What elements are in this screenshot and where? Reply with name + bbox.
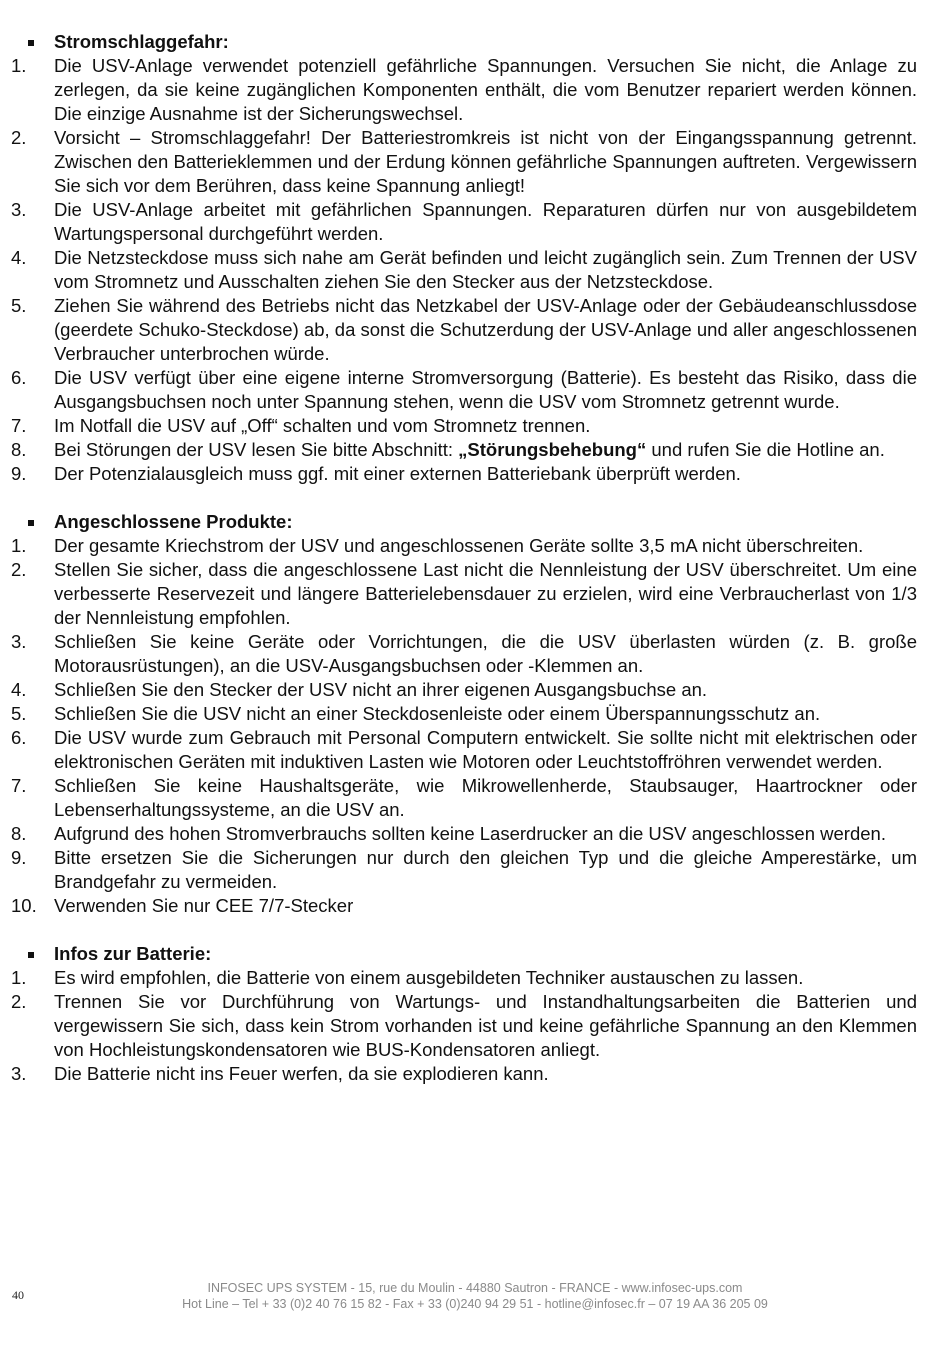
item-text-after: und rufen Sie die Hotline an. <box>646 439 885 460</box>
item-number: 9. <box>11 463 27 484</box>
item-text-before: Bei Störungen der USV lesen Sie bitte Abschnitt: <box>54 439 459 460</box>
item-text: Die USV wurde zum Gebrauch mit Personal Computern entwickelt. Sie sollte nicht mit elektrischen oder elektronischen Geräten mit induktiven Lasten wie Motoren oder Leuchtstoffröhren verwendet werden. <box>54 727 917 772</box>
item-text: Die Netzsteckdose muss sich nahe am Gerät befinden und leicht zugänglich sein. Zum Trennen der USV vom Stromnetz und Ausschalten ziehen Sie den Stecker aus der Netzsteckdose. <box>54 247 917 292</box>
square-bullet-icon <box>28 520 34 526</box>
section-heading <box>0 942 950 966</box>
footer-contact-line: Hot Line – Tel + 33 (0)2 40 76 15 82 - Fax + 33 (0)240 94 29 51 - hotline@infosec.fr – 07 19 AA 36 205 09 <box>182 1297 768 1311</box>
item-number: 8. <box>11 823 27 844</box>
item-number: 7. <box>11 775 27 796</box>
list-item <box>0 414 950 438</box>
item-number: 2. <box>11 559 27 580</box>
item-number: 3. <box>11 631 27 652</box>
item-text: Schließen Sie den Stecker der USV nicht an ihrer eigenen Ausgangsbuchse an. <box>54 679 708 700</box>
item-number: 3. <box>11 1063 27 1084</box>
item-text: Trennen Sie vor Durchführung von Wartungs- und Instandhaltungsarbeiten die Batterien und vergewissern Sie sich, dass kein Strom vorhanden ist und keine gefährliche Spannung an den Klemmen von Hochleistungskondensatoren wie BUS-Kondensatoren anliegt. <box>54 991 917 1060</box>
section-title: Infos zur Batterie: <box>54 943 212 964</box>
list-item <box>0 966 950 990</box>
section-reference: „Störungsbehebung“ <box>458 439 647 460</box>
list-item <box>0 438 950 462</box>
item-text: Die USV verfügt über eine eigene interne Stromversorgung (Batterie). Es besteht das Risiko, dass die Ausgangsbuchsen noch unter Spannung stehen, wenn die USV vom Stromnetz getrennt wurde. <box>54 367 917 412</box>
list-item <box>0 246 950 294</box>
item-number: 4. <box>11 679 27 700</box>
section-heading <box>0 30 950 54</box>
item-number: 2. <box>11 991 27 1012</box>
section-angeschlossene-produkte <box>0 510 950 918</box>
section-title: Stromschlaggefahr: <box>54 31 229 52</box>
item-text: Verwenden Sie nur CEE 7/7-Stecker <box>54 895 354 916</box>
item-text: Vorsicht – Stromschlaggefahr! Der Batteriestromkreis ist nicht von der Eingangsspannung getrennt. Zwischen den Batterieklemmen und der Erdung können gefährliche Spannungen auftreten. Vergewissern Sie sich vor dem Berühren, dass keine Spannung anliegt! <box>54 127 917 196</box>
list-item <box>0 198 950 246</box>
item-number: 5. <box>11 703 27 724</box>
item-number: 5. <box>11 295 27 316</box>
section-title: Angeschlossene Produkte: <box>54 511 293 532</box>
list-item <box>0 774 950 822</box>
page-footer <box>0 1280 950 1312</box>
item-text: Der Potenzialausgleich muss ggf. mit einer externen Batteriebank überprüft werden. <box>54 463 741 484</box>
square-bullet-icon <box>28 952 34 958</box>
item-number: 2. <box>11 127 27 148</box>
list-item <box>0 846 950 894</box>
item-text: Schließen Sie die USV nicht an einer Steckdosenleiste oder einem Überspannungsschutz an. <box>54 703 821 724</box>
item-text <box>54 438 917 462</box>
list-item <box>0 54 950 126</box>
list-item <box>0 678 950 702</box>
item-number: 10. <box>11 895 37 916</box>
item-text: Es wird empfohlen, die Batterie von einem ausgebildeten Techniker austauschen zu lassen. <box>54 967 804 988</box>
item-number: 4. <box>11 247 27 268</box>
item-text: Bitte ersetzen Sie die Sicherungen nur durch den gleichen Typ und die gleiche Amperestärke, um Brandgefahr zu vermeiden. <box>54 847 917 892</box>
item-number: 1. <box>11 55 27 76</box>
list-item <box>0 558 950 630</box>
list-item <box>0 462 950 486</box>
section-infos-zur-batterie <box>0 942 950 1086</box>
list-item <box>0 126 950 198</box>
item-text: Schließen Sie keine Geräte oder Vorrichtungen, die die USV überlasten würden (z. B. große Motorausrüstungen), an die USV-Ausgangsbuchsen oder -Klemmen an. <box>54 631 917 676</box>
item-text: Der gesamte Kriechstrom der USV und angeschlossenen Geräte sollte 3,5 mA nicht überschreiten. <box>54 535 864 556</box>
item-text: Schließen Sie keine Haushaltsgeräte, wie Mikrowellenherde, Staubsauger, Haartrockner oder Lebenserhaltungssysteme, an die USV an. <box>54 775 917 820</box>
list-item <box>0 294 950 366</box>
item-number: 1. <box>11 535 27 556</box>
list-item <box>0 366 950 414</box>
item-text: Die USV-Anlage verwendet potenziell gefährliche Spannungen. Versuchen Sie nicht, die Anlage zu zerlegen, da sie keine zugänglichen Komponenten enthält, die vom Benutzer repariert werden können. Die einzige Ausnahme ist der Sicherungswechsel. <box>54 55 917 124</box>
item-text: Aufgrund des hohen Stromverbrauchs sollten keine Laserdrucker an die USV angeschlossen werden. <box>54 823 886 844</box>
item-number: 3. <box>11 199 27 220</box>
footer-address-line: INFOSEC UPS SYSTEM - 15, rue du Moulin - 44880 Sautron - FRANCE - www.infosec-ups.com <box>207 1281 743 1295</box>
item-text: Im Notfall die USV auf „Off“ schalten und vom Stromnetz trennen. <box>54 415 591 436</box>
list-item <box>0 702 950 726</box>
section-heading <box>0 510 950 534</box>
item-number: 1. <box>11 967 27 988</box>
section-stromschlaggefahr <box>0 30 950 486</box>
item-number: 7. <box>11 415 27 436</box>
list-item <box>0 990 950 1062</box>
page-number: 40 <box>12 1288 24 1302</box>
item-number: 9. <box>11 847 27 868</box>
square-bullet-icon <box>28 40 34 46</box>
item-text: Ziehen Sie während des Betriebs nicht das Netzkabel der USV-Anlage oder der Gebäudeanschlussdose (geerdete Schuko-Steckdose) ab, da sonst die Schutzerdung der USV-Anlage und aller angeschlossenen Verbraucher unterbrochen würde. <box>54 295 917 364</box>
list-item <box>0 726 950 774</box>
item-number: 8. <box>11 439 27 460</box>
list-item <box>0 534 950 558</box>
list-item <box>0 894 950 918</box>
list-item <box>0 630 950 678</box>
item-text: Stellen Sie sicher, dass die angeschlossene Last nicht die Nennleistung der USV überschreitet. Um eine verbesserte Reservezeit und längere Batterielebensdauer zu erzielen, wird eine Verbraucherlast von 1/3 der Nennleistung empfohlen. <box>54 559 917 628</box>
item-text: Die USV-Anlage arbeitet mit gefährlichen Spannungen. Reparaturen dürfen nur von ausgebildetem Wartungspersonal durchgeführt werden. <box>54 199 917 244</box>
item-text: Die Batterie nicht ins Feuer werfen, da sie explodieren kann. <box>54 1063 549 1084</box>
list-item <box>0 1062 950 1086</box>
item-number: 6. <box>11 727 27 748</box>
item-number: 6. <box>11 367 27 388</box>
list-item <box>0 822 950 846</box>
document-body <box>0 30 950 1110</box>
